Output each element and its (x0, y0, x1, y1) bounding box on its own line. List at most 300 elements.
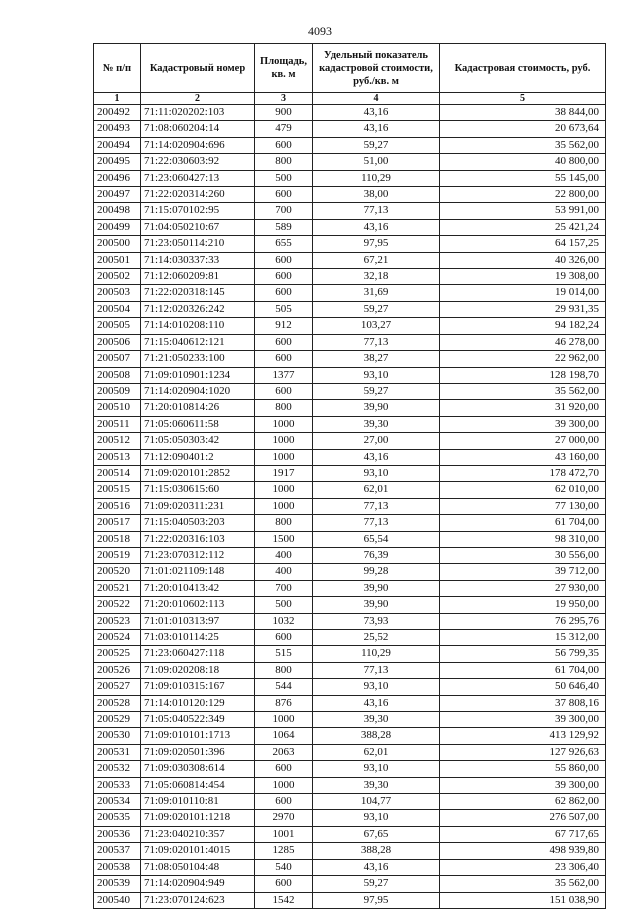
area-cell: 800 (255, 662, 313, 678)
cadastral-number-cell: 71:23:070312:112 (141, 547, 255, 563)
cadastral-value-cell: 50 646,40 (440, 679, 606, 695)
cadastral-number-cell: 71:14:020904:949 (141, 876, 255, 892)
cadastral-value-cell: 39 300,00 (440, 416, 606, 432)
table-row (94, 597, 606, 613)
cadastral-number-cell: 71:08:050104:48 (141, 859, 255, 875)
row-number-cell: 200520 (94, 564, 141, 580)
specific-value-cell: 59,27 (313, 301, 440, 317)
area-cell: 1000 (255, 433, 313, 449)
row-number-cell: 200524 (94, 630, 141, 646)
area-cell: 655 (255, 236, 313, 252)
cadastral-value-cell: 43 160,00 (440, 449, 606, 465)
specific-value-cell: 59,27 (313, 876, 440, 892)
header-row-number: № п/п (94, 44, 141, 93)
table-row (94, 679, 606, 695)
area-cell: 540 (255, 859, 313, 875)
table-row (94, 187, 606, 203)
cadastral-value-cell: 19 308,00 (440, 269, 606, 285)
cadastral-value-cell: 67 717,65 (440, 826, 606, 842)
table-row (94, 285, 606, 301)
header-cadastral-number: Кадастровый номер (141, 44, 255, 93)
header-area: Площадь, кв. м (255, 44, 313, 93)
cadastral-number-cell: 71:22:020314:260 (141, 187, 255, 203)
specific-value-cell: 93,10 (313, 367, 440, 383)
row-number-cell: 200493 (94, 121, 141, 137)
cadastral-value-cell: 413 129,92 (440, 728, 606, 744)
row-number-cell: 200536 (94, 826, 141, 842)
specific-value-cell: 43,16 (313, 449, 440, 465)
table-row (94, 613, 606, 629)
specific-value-cell: 67,65 (313, 826, 440, 842)
row-number-cell: 200535 (94, 810, 141, 826)
cadastral-number-cell: 71:22:030603:92 (141, 154, 255, 170)
table-row (94, 695, 606, 711)
cadastral-value-cell: 53 991,00 (440, 203, 606, 219)
table-row (94, 728, 606, 744)
row-number-cell: 200528 (94, 695, 141, 711)
area-cell: 700 (255, 580, 313, 596)
cadastral-number-cell: 71:15:040612:121 (141, 334, 255, 350)
table-row (94, 810, 606, 826)
area-cell: 900 (255, 105, 313, 121)
table-body (94, 105, 606, 909)
cadastral-number-cell: 71:05:060814:454 (141, 777, 255, 793)
area-cell: 500 (255, 170, 313, 186)
area-cell: 600 (255, 252, 313, 268)
cadastral-number-cell: 71:15:040503:203 (141, 515, 255, 531)
specific-value-cell: 93,10 (313, 679, 440, 695)
cadastral-number-cell: 71:12:090401:2 (141, 449, 255, 465)
table-row (94, 564, 606, 580)
cadastral-number-cell: 71:23:060427:118 (141, 646, 255, 662)
specific-value-cell: 77,13 (313, 498, 440, 514)
row-number-cell: 200507 (94, 351, 141, 367)
cadastral-value-table (93, 43, 606, 909)
specific-value-cell: 103,27 (313, 318, 440, 334)
row-number-cell: 200539 (94, 876, 141, 892)
area-cell: 600 (255, 269, 313, 285)
table-row (94, 744, 606, 760)
table-row (94, 154, 606, 170)
row-number-cell: 200526 (94, 662, 141, 678)
area-cell: 479 (255, 121, 313, 137)
area-cell: 1001 (255, 826, 313, 842)
specific-value-cell: 93,10 (313, 761, 440, 777)
area-cell: 800 (255, 400, 313, 416)
cadastral-number-cell: 71:15:030615:60 (141, 482, 255, 498)
row-number-cell: 200518 (94, 531, 141, 547)
cadastral-value-cell: 27 000,00 (440, 433, 606, 449)
area-cell: 1000 (255, 712, 313, 728)
specific-value-cell: 62,01 (313, 482, 440, 498)
cadastral-number-cell: 71:04:050210:67 (141, 219, 255, 235)
cadastral-number-cell: 71:12:020326:242 (141, 301, 255, 317)
row-number-cell: 200517 (94, 515, 141, 531)
cadastral-number-cell: 71:03:010114:25 (141, 630, 255, 646)
row-number-cell: 200494 (94, 137, 141, 153)
row-number-cell: 200501 (94, 252, 141, 268)
cadastral-number-cell: 71:14:010208:110 (141, 318, 255, 334)
row-number-cell: 200523 (94, 613, 141, 629)
area-cell: 589 (255, 219, 313, 235)
cadastral-number-cell: 71:22:020316:103 (141, 531, 255, 547)
specific-value-cell: 77,13 (313, 515, 440, 531)
row-number-cell: 200504 (94, 301, 141, 317)
area-cell: 1000 (255, 449, 313, 465)
table-row (94, 269, 606, 285)
specific-value-cell: 110,29 (313, 646, 440, 662)
area-cell: 876 (255, 695, 313, 711)
row-number-cell: 200516 (94, 498, 141, 514)
table-row (94, 876, 606, 892)
cadastral-value-cell: 98 310,00 (440, 531, 606, 547)
area-cell: 2063 (255, 744, 313, 760)
row-number-cell: 200534 (94, 794, 141, 810)
area-cell: 1542 (255, 892, 313, 908)
area-cell: 544 (255, 679, 313, 695)
area-cell: 600 (255, 630, 313, 646)
table-row (94, 777, 606, 793)
row-number-cell: 200519 (94, 547, 141, 563)
row-number-cell: 200496 (94, 170, 141, 186)
table-row (94, 400, 606, 416)
cadastral-number-cell: 71:23:040210:357 (141, 826, 255, 842)
area-cell: 600 (255, 761, 313, 777)
cadastral-number-cell: 71:09:020311:231 (141, 498, 255, 514)
area-cell: 2970 (255, 810, 313, 826)
cadastral-value-cell: 19 014,00 (440, 285, 606, 301)
row-number-cell: 200532 (94, 761, 141, 777)
cadastral-value-cell: 40 326,00 (440, 252, 606, 268)
cadastral-value-cell: 77 130,00 (440, 498, 606, 514)
specific-value-cell: 93,10 (313, 810, 440, 826)
cadastral-value-cell: 22 962,00 (440, 351, 606, 367)
row-number-cell: 200502 (94, 269, 141, 285)
specific-value-cell: 32,18 (313, 269, 440, 285)
area-cell: 1000 (255, 416, 313, 432)
table-row (94, 498, 606, 514)
cadastral-value-cell: 27 930,00 (440, 580, 606, 596)
table-row (94, 515, 606, 531)
cadastral-value-cell: 22 800,00 (440, 187, 606, 203)
cadastral-number-cell: 71:09:010101:1713 (141, 728, 255, 744)
cadastral-value-cell: 15 312,00 (440, 630, 606, 646)
row-number-cell: 200537 (94, 843, 141, 859)
table-row (94, 203, 606, 219)
area-cell: 600 (255, 187, 313, 203)
specific-value-cell: 77,13 (313, 203, 440, 219)
cadastral-number-cell: 71:05:050303:42 (141, 433, 255, 449)
specific-value-cell: 59,27 (313, 137, 440, 153)
cadastral-number-cell: 71:14:010120:129 (141, 695, 255, 711)
row-number-cell: 200503 (94, 285, 141, 301)
table-row (94, 843, 606, 859)
cadastral-value-cell: 19 950,00 (440, 597, 606, 613)
cadastral-number-cell: 71:20:010413:42 (141, 580, 255, 596)
cadastral-number-cell: 71:09:010110:81 (141, 794, 255, 810)
cadastral-value-cell: 61 704,00 (440, 515, 606, 531)
cadastral-value-cell: 62 862,00 (440, 794, 606, 810)
cadastral-value-cell: 62 010,00 (440, 482, 606, 498)
table-row (94, 121, 606, 137)
cadastral-number-cell: 71:05:060611:58 (141, 416, 255, 432)
row-number-cell: 200498 (94, 203, 141, 219)
cadastral-number-cell: 71:09:010901:1234 (141, 367, 255, 383)
table-row (94, 646, 606, 662)
cadastral-number-cell: 71:09:020101:1218 (141, 810, 255, 826)
cadastral-value-cell: 55 860,00 (440, 761, 606, 777)
cadastral-number-cell: 71:14:020904:696 (141, 137, 255, 153)
area-cell: 1000 (255, 482, 313, 498)
cadastral-value-cell: 20 673,64 (440, 121, 606, 137)
cadastral-value-cell: 35 562,00 (440, 137, 606, 153)
table-row (94, 547, 606, 563)
table-row (94, 383, 606, 399)
area-cell: 400 (255, 547, 313, 563)
cadastral-number-cell: 71:21:050233:100 (141, 351, 255, 367)
table-row (94, 367, 606, 383)
row-number-cell: 200531 (94, 744, 141, 760)
specific-value-cell: 104,77 (313, 794, 440, 810)
header-cadastral-value: Кадастровая стоимость, руб. (440, 44, 606, 93)
specific-value-cell: 97,95 (313, 892, 440, 908)
cadastral-number-cell: 71:09:010315:167 (141, 679, 255, 695)
specific-value-cell: 43,16 (313, 859, 440, 875)
table-row (94, 334, 606, 350)
row-number-cell: 200525 (94, 646, 141, 662)
cadastral-number-cell: 71:20:010814:26 (141, 400, 255, 416)
specific-value-cell: 67,21 (313, 252, 440, 268)
row-number-cell: 200512 (94, 433, 141, 449)
area-cell: 600 (255, 351, 313, 367)
cadastral-number-cell: 71:09:030308:614 (141, 761, 255, 777)
table-row (94, 465, 606, 481)
area-cell: 912 (255, 318, 313, 334)
row-number-cell: 200515 (94, 482, 141, 498)
area-cell: 505 (255, 301, 313, 317)
cadastral-number-cell: 71:11:020202:103 (141, 105, 255, 121)
area-cell: 800 (255, 515, 313, 531)
specific-value-cell: 99,28 (313, 564, 440, 580)
cadastral-number-cell: 71:14:030337:33 (141, 252, 255, 268)
row-number-cell: 200522 (94, 597, 141, 613)
area-cell: 1285 (255, 843, 313, 859)
cadastral-number-cell: 71:15:070102:95 (141, 203, 255, 219)
table-row (94, 252, 606, 268)
cadastral-value-cell: 94 182,24 (440, 318, 606, 334)
specific-value-cell: 39,30 (313, 777, 440, 793)
table-row (94, 712, 606, 728)
area-cell: 1064 (255, 728, 313, 744)
cadastral-number-cell: 71:12:060209:81 (141, 269, 255, 285)
cadastral-value-cell: 151 038,90 (440, 892, 606, 908)
cadastral-value-cell: 76 295,76 (440, 613, 606, 629)
cadastral-value-cell: 39 712,00 (440, 564, 606, 580)
cadastral-value-cell: 23 306,40 (440, 859, 606, 875)
cadastral-value-cell: 64 157,25 (440, 236, 606, 252)
row-number-cell: 200527 (94, 679, 141, 695)
row-number-cell: 200495 (94, 154, 141, 170)
cadastral-value-cell: 40 800,00 (440, 154, 606, 170)
cadastral-value-cell: 38 844,00 (440, 105, 606, 121)
column-number: 3 (255, 93, 313, 105)
row-number-cell: 200533 (94, 777, 141, 793)
area-cell: 600 (255, 383, 313, 399)
specific-value-cell: 93,10 (313, 465, 440, 481)
table-row (94, 137, 606, 153)
specific-value-cell: 38,00 (313, 187, 440, 203)
table-row (94, 416, 606, 432)
table-row (94, 482, 606, 498)
table-row (94, 219, 606, 235)
column-number: 5 (440, 93, 606, 105)
header-row (94, 44, 606, 93)
area-cell: 700 (255, 203, 313, 219)
row-number-cell: 200530 (94, 728, 141, 744)
row-number-cell: 200540 (94, 892, 141, 908)
column-number: 2 (141, 93, 255, 105)
table-row (94, 892, 606, 908)
specific-value-cell: 25,52 (313, 630, 440, 646)
cadastral-number-cell: 71:23:070124:623 (141, 892, 255, 908)
cadastral-value-cell: 39 300,00 (440, 712, 606, 728)
cadastral-value-cell: 46 278,00 (440, 334, 606, 350)
row-number-cell: 200529 (94, 712, 141, 728)
row-number-cell: 200513 (94, 449, 141, 465)
area-cell: 600 (255, 285, 313, 301)
specific-value-cell: 59,27 (313, 383, 440, 399)
table-row (94, 236, 606, 252)
cadastral-number-cell: 71:08:060204:14 (141, 121, 255, 137)
cadastral-number-cell: 71:09:020101:2852 (141, 465, 255, 481)
area-cell: 600 (255, 334, 313, 350)
specific-value-cell: 388,28 (313, 728, 440, 744)
specific-value-cell: 62,01 (313, 744, 440, 760)
specific-value-cell: 110,29 (313, 170, 440, 186)
row-number-cell: 200521 (94, 580, 141, 596)
table-row (94, 433, 606, 449)
cadastral-value-cell: 56 799,35 (440, 646, 606, 662)
area-cell: 1500 (255, 531, 313, 547)
cadastral-number-cell: 71:09:020101:4015 (141, 843, 255, 859)
cadastral-value-cell: 61 704,00 (440, 662, 606, 678)
row-number-cell: 200510 (94, 400, 141, 416)
cadastral-value-cell: 127 926,63 (440, 744, 606, 760)
cadastral-number-cell: 71:09:020208:18 (141, 662, 255, 678)
row-number-cell: 200508 (94, 367, 141, 383)
area-cell: 1917 (255, 465, 313, 481)
row-number-cell: 200499 (94, 219, 141, 235)
specific-value-cell: 43,16 (313, 219, 440, 235)
specific-value-cell: 73,93 (313, 613, 440, 629)
table-row (94, 794, 606, 810)
header-specific-value: Удельный показатель кадастровой стоимости, руб./кв. м (313, 44, 440, 93)
area-cell: 515 (255, 646, 313, 662)
specific-value-cell: 43,16 (313, 695, 440, 711)
cadastral-number-cell: 71:01:010313:97 (141, 613, 255, 629)
table-row (94, 105, 606, 121)
specific-value-cell: 43,16 (313, 105, 440, 121)
row-number-cell: 200511 (94, 416, 141, 432)
specific-value-cell: 38,27 (313, 351, 440, 367)
table-row (94, 531, 606, 547)
table-row (94, 826, 606, 842)
specific-value-cell: 39,90 (313, 400, 440, 416)
table-row (94, 761, 606, 777)
cadastral-value-cell: 39 300,00 (440, 777, 606, 793)
specific-value-cell: 77,13 (313, 334, 440, 350)
area-cell: 400 (255, 564, 313, 580)
cadastral-value-cell: 55 145,00 (440, 170, 606, 186)
specific-value-cell: 39,30 (313, 416, 440, 432)
specific-value-cell: 76,39 (313, 547, 440, 563)
specific-value-cell: 65,54 (313, 531, 440, 547)
specific-value-cell: 51,00 (313, 154, 440, 170)
row-number-cell: 200500 (94, 236, 141, 252)
area-cell: 600 (255, 876, 313, 892)
cadastral-value-cell: 35 562,00 (440, 876, 606, 892)
specific-value-cell: 97,95 (313, 236, 440, 252)
column-number-row (94, 93, 606, 105)
cadastral-value-cell: 35 562,00 (440, 383, 606, 399)
specific-value-cell: 39,30 (313, 712, 440, 728)
row-number-cell: 200509 (94, 383, 141, 399)
row-number-cell: 200505 (94, 318, 141, 334)
cadastral-value-cell: 178 472,70 (440, 465, 606, 481)
cadastral-number-cell: 71:23:060427:13 (141, 170, 255, 186)
cadastral-number-cell: 71:01:021109:148 (141, 564, 255, 580)
area-cell: 1032 (255, 613, 313, 629)
specific-value-cell: 39,90 (313, 580, 440, 596)
table-row (94, 580, 606, 596)
cadastral-number-cell: 71:14:020904:1020 (141, 383, 255, 399)
row-number-cell: 200497 (94, 187, 141, 203)
table-row (94, 301, 606, 317)
area-cell: 1000 (255, 498, 313, 514)
table-row (94, 351, 606, 367)
cadastral-number-cell: 71:09:020501:396 (141, 744, 255, 760)
row-number-cell: 200514 (94, 465, 141, 481)
cadastral-value-cell: 276 507,00 (440, 810, 606, 826)
cadastral-value-cell: 29 931,35 (440, 301, 606, 317)
cadastral-number-cell: 71:23:050114:210 (141, 236, 255, 252)
area-cell: 1000 (255, 777, 313, 793)
table-row (94, 630, 606, 646)
table-row (94, 170, 606, 186)
area-cell: 500 (255, 597, 313, 613)
table-row (94, 662, 606, 678)
cadastral-value-cell: 25 421,24 (440, 219, 606, 235)
row-number-cell: 200492 (94, 105, 141, 121)
cadastral-number-cell: 71:22:020318:145 (141, 285, 255, 301)
area-cell: 600 (255, 137, 313, 153)
cadastral-value-cell: 31 920,00 (440, 400, 606, 416)
area-cell: 600 (255, 794, 313, 810)
specific-value-cell: 388,28 (313, 843, 440, 859)
row-number-cell: 200506 (94, 334, 141, 350)
table-row (94, 859, 606, 875)
page-number: 4093 (308, 24, 332, 38)
column-number: 1 (94, 93, 141, 105)
cadastral-value-cell: 37 808,16 (440, 695, 606, 711)
cadastral-number-cell: 71:05:040522:349 (141, 712, 255, 728)
specific-value-cell: 77,13 (313, 662, 440, 678)
area-cell: 800 (255, 154, 313, 170)
specific-value-cell: 27,00 (313, 433, 440, 449)
specific-value-cell: 43,16 (313, 121, 440, 137)
specific-value-cell: 39,90 (313, 597, 440, 613)
cadastral-number-cell: 71:20:010602:113 (141, 597, 255, 613)
